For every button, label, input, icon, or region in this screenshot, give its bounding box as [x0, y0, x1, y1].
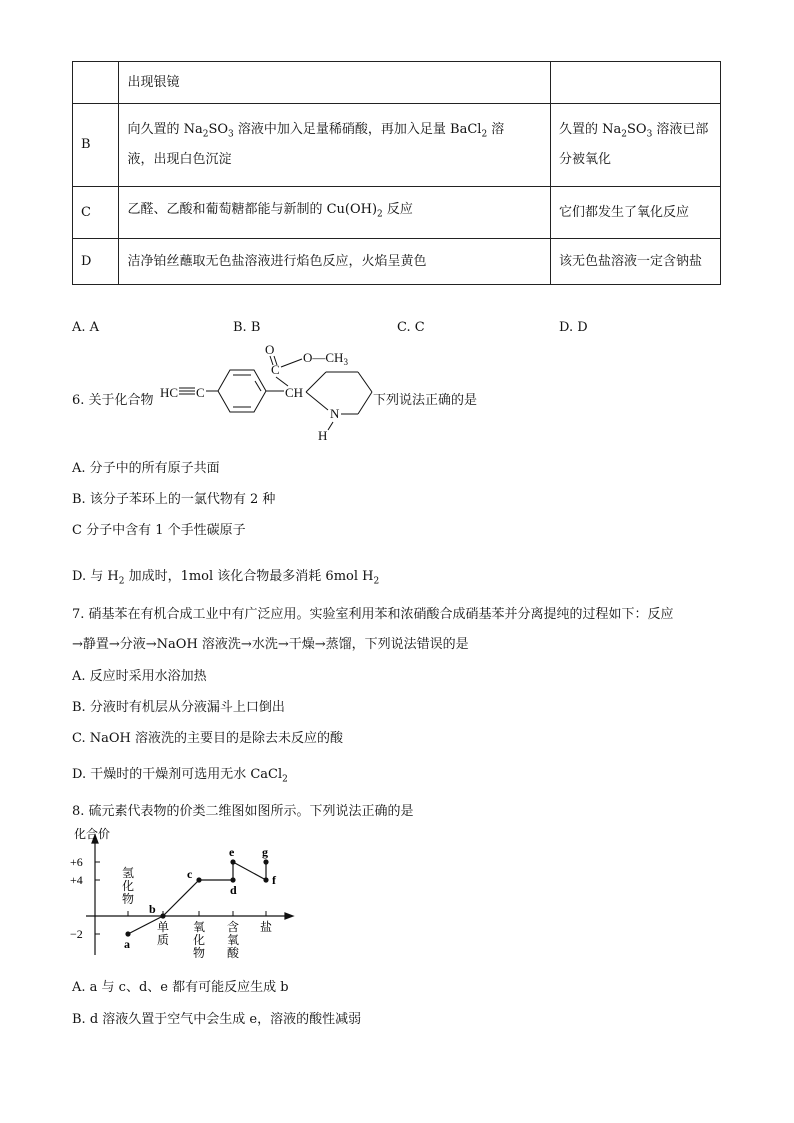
row-label: D	[73, 239, 119, 285]
struct-c: C	[196, 385, 205, 400]
chart-y-tick-label: +4	[70, 873, 83, 887]
q6-option-c: C 分子中含有 1 个手性碳原子	[72, 523, 246, 538]
q8-stem: 8. 硫元素代表物的价类二维图如图所示。下列说法正确的是	[72, 804, 414, 819]
row-operation: 向久置的 $Na_2SO_3$ 溶液中加入足量稀硝酸，再加入足量 BaCl$_2$ 溶 液，出现白色沉淀	[119, 104, 551, 187]
compound-structure	[158, 342, 378, 446]
q6-stem-suffix: 下列说法正确的是	[373, 393, 478, 408]
struct-o-top: O	[265, 342, 275, 357]
chart-category-label: 质	[157, 933, 170, 947]
q6-stem-prefix: 6. 关于化合物	[72, 393, 154, 408]
q7-stem-line1: 7. 硝基苯在有机合成工业中有广泛应用。实验室利用苯和浓硝酸合成硝基苯并分离提纯的过程如下：反应	[72, 607, 674, 622]
struct-h: H	[318, 428, 328, 443]
chart-point-label: d	[230, 883, 237, 897]
q7-option-c: C. NaOH 溶液洗的主要目的是除去未反应的酸	[72, 731, 344, 746]
q5-option-b: B. B	[233, 320, 261, 335]
struct-hc: HC	[160, 385, 179, 400]
row-label	[73, 62, 119, 104]
chart-category-label: 氢	[122, 866, 135, 880]
row-conclusion: 它们都发生了氧化反应	[550, 187, 720, 239]
struct-n: N	[330, 406, 340, 421]
chart-segment	[233, 862, 266, 880]
row-operation: 洁净铂丝蘸取无色盐溶液进行焰色反应，火焰呈黄色	[119, 239, 551, 285]
q6-option-d: D. 与 $H_2$ 加成时，1mol 该化合物最多消耗 6mol $H_2$	[72, 569, 380, 587]
chart-category-label: 物	[122, 892, 135, 906]
row-label: B	[73, 104, 119, 187]
chart-category-label: 物	[193, 946, 206, 960]
row-operation: 出现银镜	[119, 62, 551, 104]
table-row	[73, 62, 721, 104]
chart-y-tick-label: +6	[70, 855, 83, 869]
chart-category-label: 盐	[260, 920, 273, 934]
chart-point-f	[263, 877, 268, 882]
chart-category-label: 酸	[227, 946, 240, 960]
table-row	[73, 104, 721, 187]
q7-option-d: D. 干燥时的干燥剂可选用无水 CaCl$_2$	[72, 767, 288, 785]
q5-option-c: C. C	[397, 320, 425, 335]
chart-point-label: g	[262, 845, 268, 859]
chart-ylabel: 化合价	[74, 827, 111, 841]
chart-category-label: 单	[157, 920, 170, 934]
row-label: C	[73, 187, 119, 239]
q5-option-a: A. A	[72, 320, 100, 335]
q6-option-b: B. 该分子苯环上的一氯代物有 2 种	[72, 492, 276, 507]
struct-methoxy: $O—CH_3$	[303, 350, 348, 367]
valence-class-chart	[66, 825, 306, 960]
chart-point-e	[230, 859, 235, 864]
row-conclusion	[550, 62, 720, 104]
chart-point-label: c	[187, 867, 193, 881]
chart-point-label: e	[229, 845, 235, 859]
chart-category-label: 化	[193, 933, 206, 947]
chart-point-b	[160, 913, 165, 918]
row-conclusion: 该无色盐溶液一定含钠盐	[550, 239, 720, 285]
table-row	[73, 187, 721, 239]
chart-segment	[163, 880, 199, 916]
q7-option-b: B. 分液时有机层从分液漏斗上口倒出	[72, 700, 285, 715]
chart-point-d	[230, 877, 235, 882]
chart-point-a	[125, 931, 130, 936]
q8-option-a: A. a 与 c、d、e 都有可能反应生成 b	[72, 980, 289, 995]
q8-option-b: B. d 溶液久置于空气中会生成 e，溶液的酸性减弱	[72, 1012, 362, 1027]
table-row	[73, 239, 721, 285]
chart-category-label: 化	[122, 879, 135, 893]
chart-y-tick-label: −2	[70, 927, 83, 941]
q7-option-a: A. 反应时采用水浴加热	[72, 669, 207, 684]
chart-category-label: 氧	[227, 933, 240, 947]
q6-option-a: A. 分子中的所有原子共面	[72, 461, 220, 476]
chart-point-label: b	[149, 902, 156, 916]
q5-option-d: D. D	[559, 320, 588, 335]
struct-carbonyl-c: C	[271, 362, 280, 377]
chart-point-c	[196, 877, 201, 882]
struct-ch: CH	[285, 385, 304, 400]
chart-point-g	[263, 859, 268, 864]
chart-point-label: f	[272, 873, 276, 887]
row-conclusion: 久置的 $Na_2SO_3$ 溶液已部 分被氧化	[550, 104, 720, 187]
chart-category-label: 氧	[193, 920, 206, 934]
chart-category-label: 含	[227, 920, 240, 934]
row-operation: 乙醛、乙酸和葡萄糖都能与新制的 $Cu(OH)_2$ 反应	[119, 187, 551, 239]
q7-stem-line2: →静置→分液→NaOH 溶液洗→水洗→干燥→蒸馏，下列说法错误的是	[72, 637, 469, 652]
chart-point-label: a	[124, 937, 130, 951]
q5-table	[72, 61, 721, 285]
